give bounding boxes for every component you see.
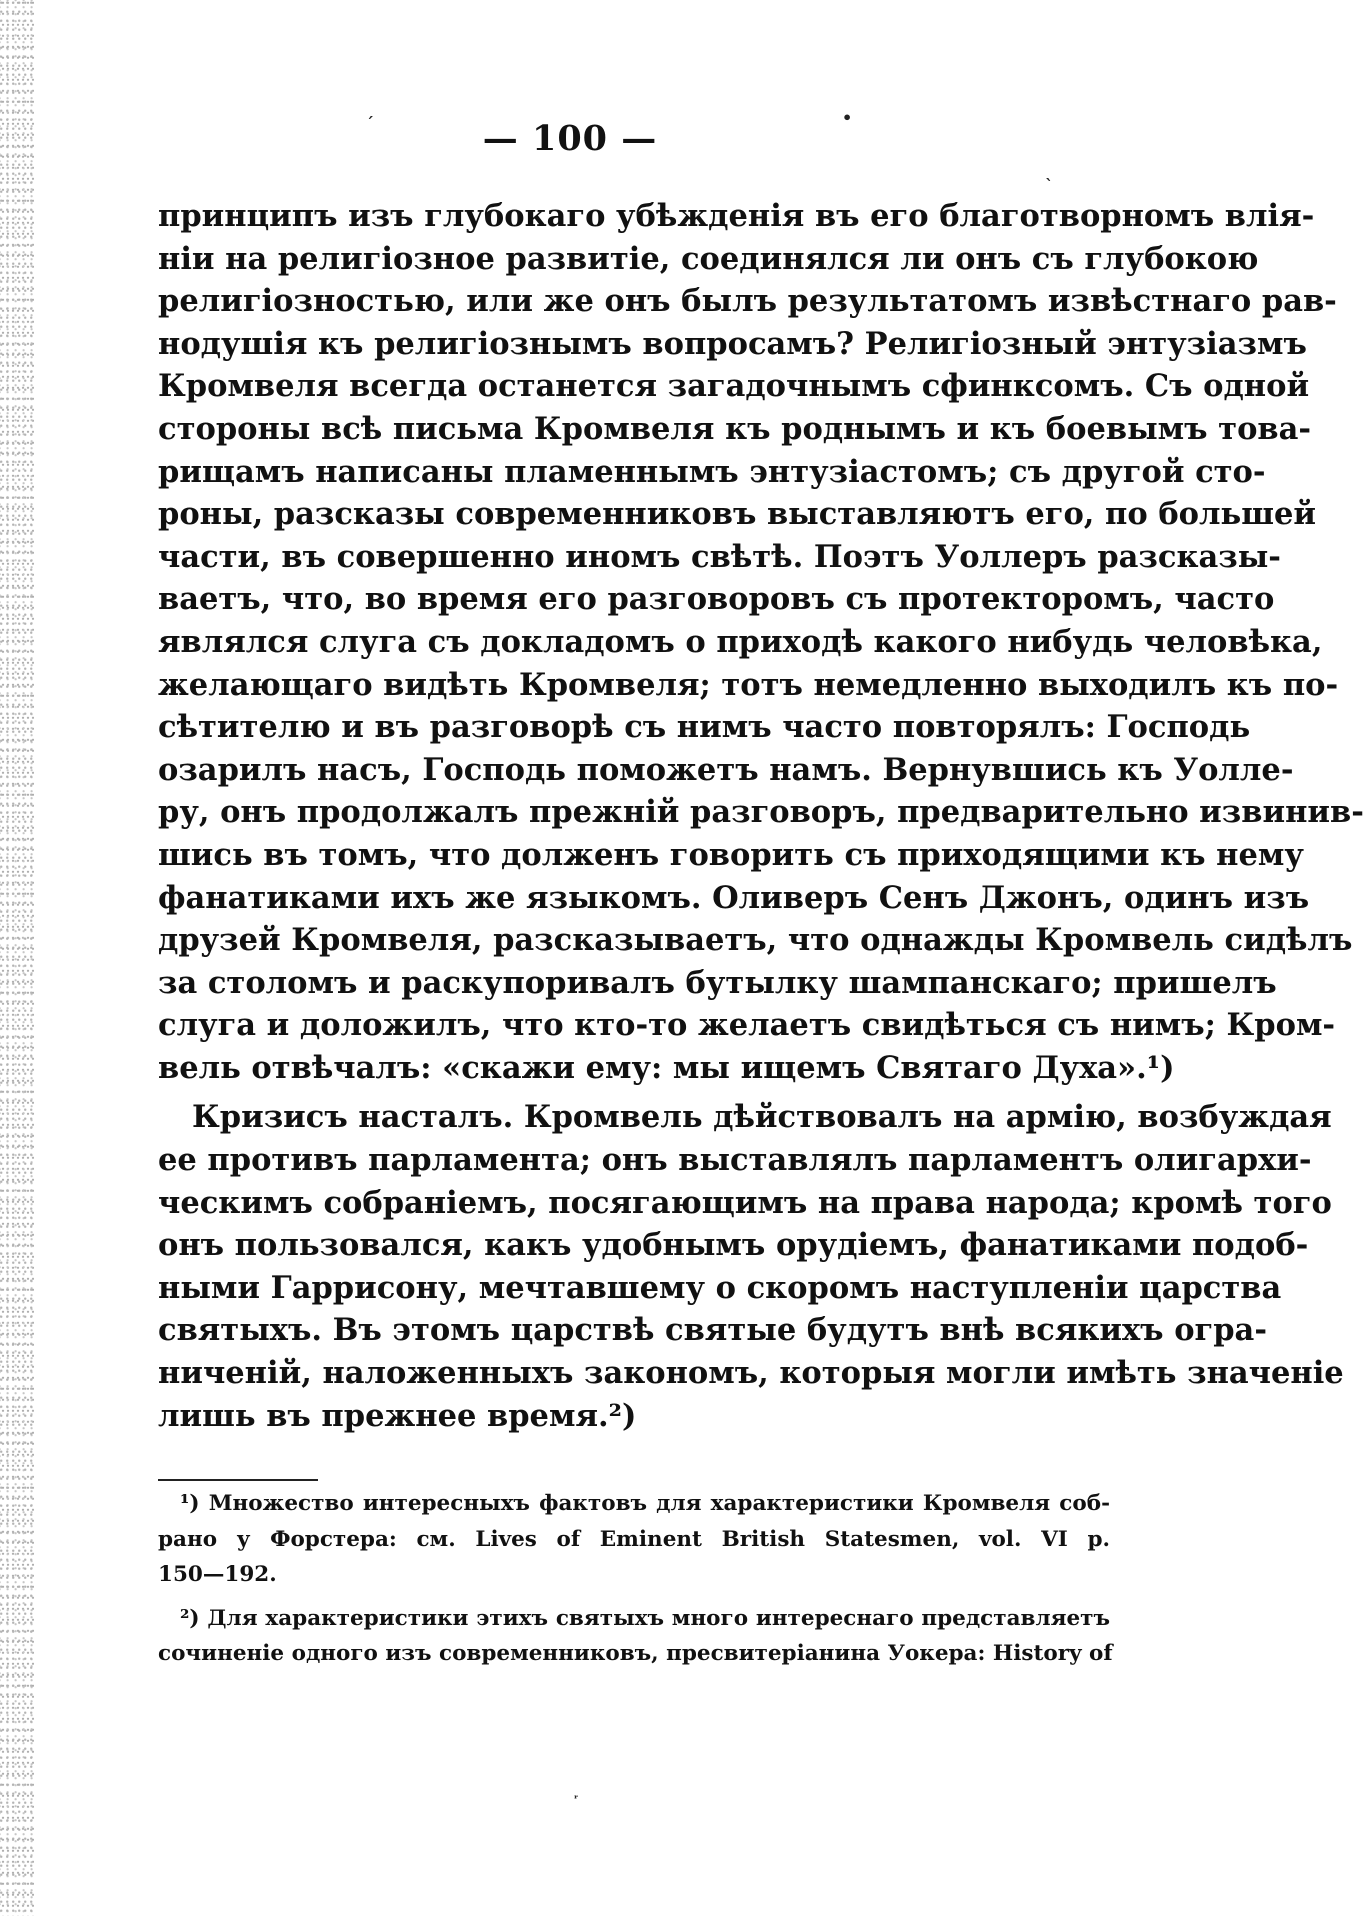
footnote-line: сочиненіе одного изъ современниковъ, пресвитеріанина Уокера: History of [158,1641,1113,1666]
text-line: ру, онъ продолжалъ прежній разговоръ, предварительно извинив- [158,794,1364,831]
footnote-line: ²) Для характеристики этихъ святыхъ много интереснаго представляетъ [180,1605,1110,1631]
text-line: святыхъ. Въ этомъ царствѣ святые будутъ внѣ всякихъ огра- [158,1312,1267,1349]
text-line: сѣтителю и въ разговорѣ съ нимъ часто повторялъ: Господь [158,709,1251,746]
footnotes [158,1486,1113,1672]
text-line: онъ пользовался, какъ удобнымъ орудіемъ, фанатиками подоб- [158,1227,1309,1264]
text-line: ными Гаррисону, мечтавшему о скоромъ наступленіи царства [158,1269,1282,1306]
ink-speck: • [842,108,853,127]
text-line: роны, разсказы современниковъ выставляютъ его, по большей [158,496,1317,533]
footnote-line: рано у Форстера: см. Lives of Eminent British Statesmen, vol. VI p. [158,1526,1110,1552]
ink-speck: ˋ [1045,176,1053,195]
footnote-divider [158,1479,318,1481]
ink-speck: ˊ [366,114,374,133]
text-line: шись въ томъ, что долженъ говорить съ приходящими къ нему [158,836,1304,873]
text-line: нодушія къ религіознымъ вопросамъ? Религіозный энтузіазмъ [158,325,1307,362]
text-line: ваетъ, что, во время его разговоровъ съ протекторомъ, часто [158,581,1275,618]
text-line: озарилъ насъ, Господь поможетъ намъ. Вернувшись къ Уолле- [158,751,1294,788]
text-line: Кризисъ насталъ. Кромвель дѣйствовалъ на армію, возбуждая [192,1099,1332,1136]
footnote-line: ¹) Множество интересныхъ фактовъ для характеристики Кромвеля соб- [180,1491,1110,1516]
text-line: за столомъ и раскупоривалъ бутылку шампанскаго; пришелъ [158,964,1277,1001]
text-line: религіозностью, или же онъ былъ результатомъ извѣстнаго рав- [158,283,1337,320]
text-line: ческимъ собраніемъ, посягающимъ на права народа; кромѣ того [158,1184,1332,1221]
text-line: являлся слуга съ докладомъ о приходѣ какого нибудь человѣка, [158,623,1323,660]
text-line: ее противъ парламента; онъ выставлялъ парламентъ олигархи- [158,1142,1312,1179]
page-number: — 100 — [482,118,658,159]
text-line: рищамъ написаны пламеннымъ энтузіастомъ; съ другой сто- [158,453,1266,490]
text-line: лишь въ прежнее время.²) [158,1397,637,1434]
text-line: желающаго видѣть Кромвеля; тотъ немедленно выходилъ къ по- [158,666,1339,703]
text-line: части, въ совершенно иномъ свѣтѣ. Поэтъ Уоллеръ разсказы- [158,538,1281,575]
footnote-line: 150—192. [158,1562,277,1587]
text-line: слуга и доложилъ, что кто-то желаетъ свидѣться съ нимъ; Кром- [158,1007,1336,1044]
text-line: друзей Кромвеля, разсказываетъ, что однажды Кромвель сидѣлъ [158,922,1353,959]
text-line: стороны всѣ письма Кромвеля къ роднымъ и къ боевымъ това- [158,410,1312,447]
main-text [158,195,1364,1437]
text-line: принципъ изъ глубокаго убѣжденія въ его благотворномъ влія- [158,198,1315,234]
text-line: фанатиками ихъ же языкомъ. Оливеръ Сенъ Джонъ, одинъ изъ [158,879,1310,916]
text-line: ниченій, наложенныхъ закономъ, которыя могли имѣть значеніе [158,1355,1344,1392]
text-line: ніи на религіозное развитіе, соединялся ли онъ съ глубокою [158,240,1259,277]
text-line: Кромвеля всегда останется загадочнымъ сфинксомъ. Съ одной [158,368,1310,405]
binding-edge-speckle [0,0,34,1916]
text-line: вель отвѣчалъ: «скажи ему: мы ищемъ Святаго Духа».¹) [158,1049,1175,1086]
